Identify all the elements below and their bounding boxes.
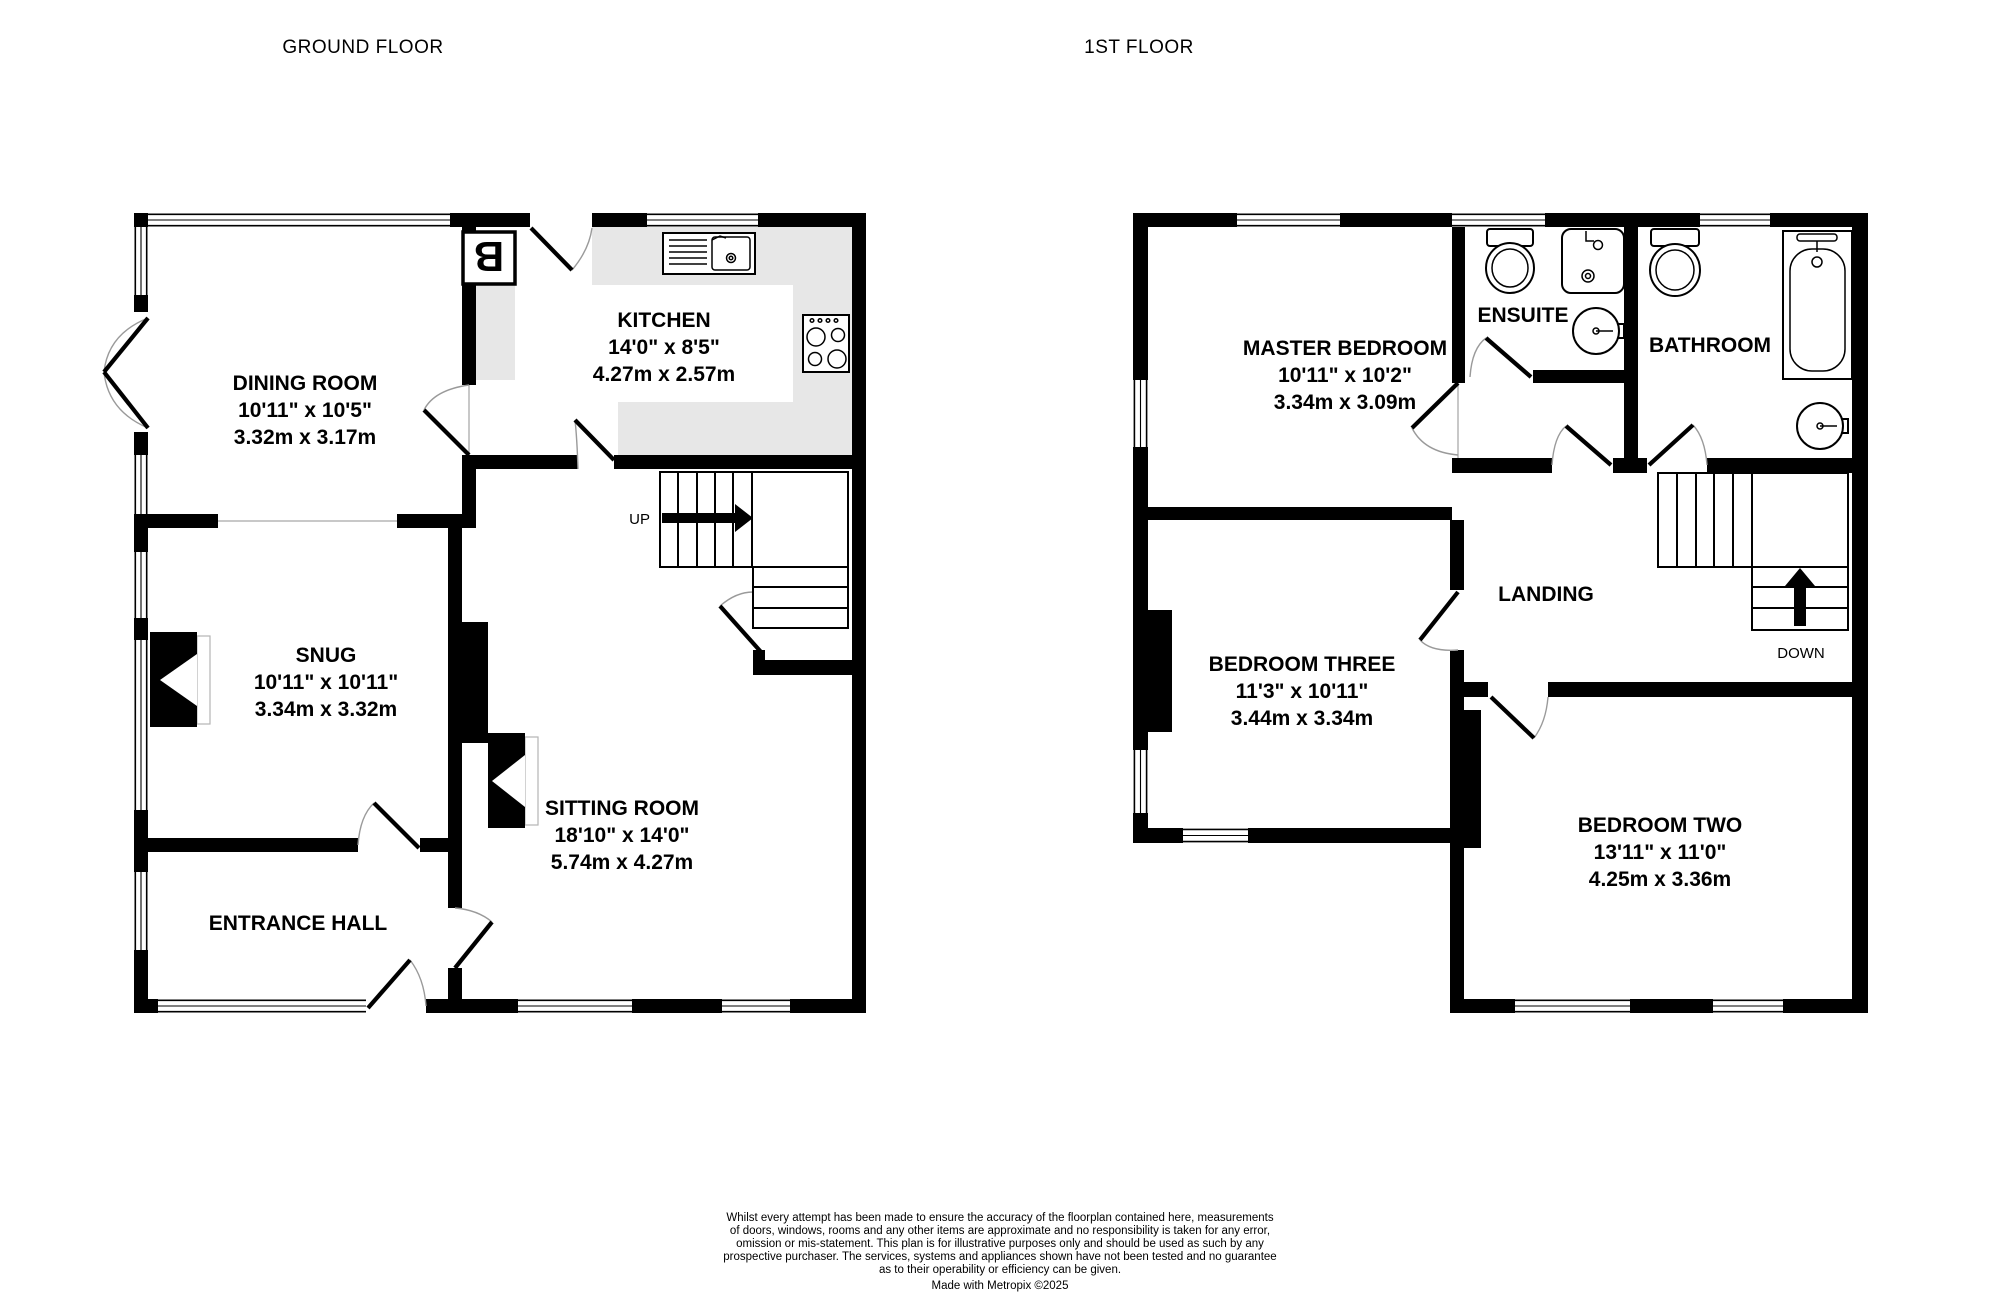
basin-icon xyxy=(1573,308,1624,354)
window xyxy=(1713,999,1783,1013)
metropix-credit: Made with Metropix ©2025 xyxy=(931,1280,1069,1292)
sitting-fireplace-icon xyxy=(462,622,538,828)
window xyxy=(1133,380,1148,447)
snug-metric: 3.34m x 3.32m xyxy=(254,698,398,721)
wall-segment xyxy=(134,295,148,312)
sitting-room-metric: 5.74m x 4.27m xyxy=(550,851,694,874)
bedroom-three-name: BEDROOM THREE xyxy=(1208,653,1396,676)
disclaimer-line: prospective purchaser. The services, systems and appliances shown have not been tested and no guarantee xyxy=(723,1251,1277,1263)
boiler-icon xyxy=(463,232,515,284)
wall-segment xyxy=(753,650,765,675)
window xyxy=(134,552,148,618)
window xyxy=(134,455,148,515)
wall-segment xyxy=(1133,828,1183,843)
dining-hall-door xyxy=(424,385,469,455)
wall-segment xyxy=(448,968,462,999)
wall-segment xyxy=(450,213,530,227)
disclaimer-line: as to their operability or efficiency can be given. xyxy=(878,1264,1122,1276)
kitchen-hall-door xyxy=(575,420,614,469)
bedroom-two-door xyxy=(1491,697,1548,738)
master-bedroom-name: MASTER BEDROOM xyxy=(1242,337,1448,360)
sitting-room-door xyxy=(455,908,492,968)
bath-icon xyxy=(1783,231,1852,379)
wall-segment xyxy=(134,999,158,1013)
stairs-down xyxy=(1658,473,1848,662)
kitchen-back-door xyxy=(531,228,592,270)
snug-name: SNUG xyxy=(295,644,357,667)
boiler-letter: B xyxy=(473,233,505,280)
window xyxy=(722,999,790,1013)
kitchen-name: KITCHEN xyxy=(617,309,711,332)
window xyxy=(134,227,148,295)
wall-segment xyxy=(852,213,866,1013)
disclaimer-line: Whilst every attempt has been made to ensure the accuracy of the floorplan contained here, measurements xyxy=(726,1212,1274,1224)
window xyxy=(158,999,366,1013)
worktop-bottom xyxy=(618,402,852,457)
bedroom-two-name: BEDROOM TWO xyxy=(1577,814,1743,837)
snug-imperial: 10'11" x 10'11" xyxy=(253,671,399,694)
wall-segment xyxy=(1707,458,1868,473)
entrance-hall-name: ENTRANCE HALL xyxy=(208,912,388,935)
wall-segment xyxy=(1624,227,1638,473)
window xyxy=(134,872,148,950)
wall-segment xyxy=(476,455,578,469)
wall-segment xyxy=(1133,520,1148,750)
sitting-room-name: SITTING ROOM xyxy=(545,797,699,820)
wall-segment xyxy=(1548,682,1868,697)
wall-segment xyxy=(758,213,866,227)
chimney-breast xyxy=(1464,710,1481,848)
bathroom-door xyxy=(1649,425,1707,465)
vestibule-door xyxy=(1552,426,1611,465)
wall-segment xyxy=(592,213,647,227)
disclaimer xyxy=(723,1212,1276,1292)
wall-segment xyxy=(134,514,218,528)
bedroom-three-metric: 3.44m x 3.34m xyxy=(1230,707,1374,730)
wall-segment xyxy=(1133,213,1148,380)
dining-room-name: DINING ROOM xyxy=(232,372,378,395)
wall-segment xyxy=(1450,650,1464,1013)
stairs-up xyxy=(629,472,848,628)
wall-segment xyxy=(134,213,148,227)
ground-floor-title: GROUND FLOOR xyxy=(282,37,444,58)
wall-segment xyxy=(1452,458,1552,473)
kitchen-sink-icon xyxy=(663,233,755,274)
wall-segment xyxy=(1133,507,1452,520)
sitting-room-imperial: 18'10" x 14'0" xyxy=(554,824,690,847)
wall-segment xyxy=(397,514,476,528)
wall-segment xyxy=(1533,370,1638,383)
shower-icon xyxy=(1562,229,1624,293)
master-bedroom-door xyxy=(1412,383,1458,455)
bedroom-two-imperial: 13'11" x 11'0" xyxy=(1593,841,1727,864)
window xyxy=(647,213,758,227)
ground-floor-plan xyxy=(104,213,866,1013)
wall-segment xyxy=(1248,828,1464,843)
ensuite-fixtures xyxy=(1486,229,1624,354)
wall-segment xyxy=(1452,227,1465,383)
ensuite-door xyxy=(1470,338,1531,377)
bedroom-three-door xyxy=(1420,592,1458,650)
dining-room-imperial: 10'11" x 10'5" xyxy=(238,399,372,422)
master-bedroom-metric: 3.34m x 3.09m xyxy=(1273,391,1417,414)
window xyxy=(1700,213,1770,227)
down-label: DOWN xyxy=(1777,645,1825,662)
bedroom-two-metric: 4.25m x 3.36m xyxy=(1588,868,1732,891)
stove-icon xyxy=(803,315,849,372)
wall-segment xyxy=(448,528,462,908)
master-bedroom-imperial: 10'11" x 10'2" xyxy=(1278,364,1412,387)
wall-segment xyxy=(1133,213,1237,227)
window xyxy=(1133,750,1148,813)
front-door xyxy=(368,960,426,1008)
disclaimer-line: of doors, windows, rooms and any other items are approximate and no responsibility is taken for any error, xyxy=(729,1225,1271,1237)
basin-icon xyxy=(1797,403,1848,449)
toilet-icon xyxy=(1486,229,1534,293)
window xyxy=(518,999,632,1013)
wall-segment xyxy=(134,618,148,640)
disclaimer-line: omission or mis-statement. This plan is for illustrative purposes only and should be used as such by any xyxy=(736,1238,1264,1250)
wall-segment xyxy=(1545,213,1700,227)
bedroom-three-imperial: 11'3" x 10'11" xyxy=(1235,680,1369,703)
french-doors xyxy=(104,318,148,428)
bathroom-name: BATHROOM xyxy=(1648,334,1772,357)
wall-segment xyxy=(765,660,852,675)
up-label: UP xyxy=(629,511,650,528)
wall-segment xyxy=(632,999,722,1013)
wall-segment xyxy=(134,432,148,455)
dining-room-metric: 3.32m x 3.17m xyxy=(233,426,377,449)
wall-segment xyxy=(1340,213,1452,227)
first-floor-title: 1ST FLOOR xyxy=(1084,37,1194,58)
window xyxy=(1515,999,1630,1013)
window xyxy=(1183,828,1248,843)
first-floor-plan xyxy=(1133,213,1868,1013)
wall-segment xyxy=(134,838,358,852)
window xyxy=(1452,213,1545,227)
window xyxy=(148,213,450,227)
wall-segment xyxy=(614,455,852,469)
kitchen-imperial: 14'0" x 8'5" xyxy=(608,336,720,359)
wall-segment xyxy=(1613,458,1647,473)
toilet-icon xyxy=(1650,229,1700,296)
snug-door xyxy=(358,803,419,848)
window xyxy=(134,640,148,810)
kitchen-metric: 4.27m x 2.57m xyxy=(592,363,736,386)
ensuite-name: ENSUITE xyxy=(1477,304,1569,327)
chimney-breast xyxy=(1148,610,1172,732)
wall-segment xyxy=(1450,520,1464,590)
snug-fireplace-icon xyxy=(150,632,210,727)
landing-name: LANDING xyxy=(1498,583,1594,606)
wall-segment xyxy=(1630,999,1713,1013)
window xyxy=(1237,213,1340,227)
first-room-labels xyxy=(1209,304,1771,891)
wall-segment xyxy=(1852,213,1868,1013)
wall-segment xyxy=(426,999,518,1013)
